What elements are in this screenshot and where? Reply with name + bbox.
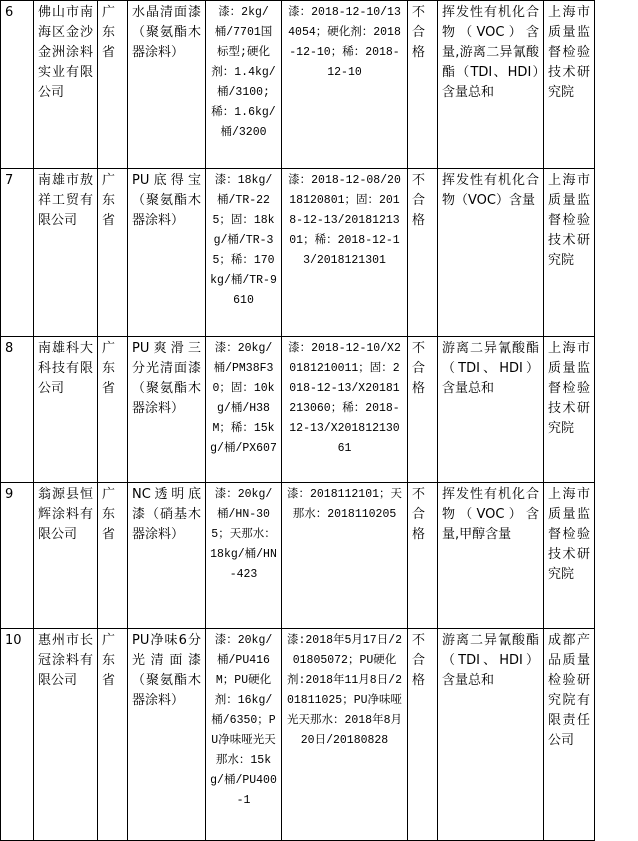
province: 广东省 [98,169,128,337]
inspection-agency: 成都产品质量检验研究院有限责任公司 [544,629,595,841]
table-row [1,629,595,841]
province: 广东省 [98,337,128,483]
table-row [1,169,595,337]
inspection-agency: 上海市质量监督检验技术研究院 [544,169,595,337]
product-name: NC透明底漆（硝基木器涂料） [128,483,206,629]
table-row [1,337,595,483]
result: 不合格 [408,629,438,841]
company-name: 翁源县恒辉涂料有限公司 [34,483,98,629]
row-number: 9 [1,483,34,629]
production-date-batch: 漆:2018年5月17日/201805072；PU硬化剂:2018年11月8日/201811025；PU净味哑光天那水：2018年8月20日/20180828 [282,629,408,841]
company-name: 南雄市敖祥工贸有限公司 [34,169,98,337]
result: 不合格 [408,1,438,169]
spec-model: 漆：18kg/桶/TR-225；固：18kg/桶/TR-35；稀：170kg/桶/TR-9610 [206,169,282,337]
inspection-agency: 上海市质量监督检验技术研究院 [544,1,595,169]
row-number: 6 [1,1,34,169]
product-name: PU底得宝（聚氨酯木器涂料） [128,169,206,337]
inspection-agency: 上海市质量监督检验技术研究院 [544,483,595,629]
spec-model: 漆：20kg/桶/HN-305；天那水：18kg/桶/HN-423 [206,483,282,629]
spec-model: 漆：20kg/桶/PU416M；PU硬化剂：16kg/桶/6350；PU净味哑光天那水：15kg/桶/PU400-1 [206,629,282,841]
production-date-batch: 漆：2018-12-10/134054；硬化剂：2018-12-10；稀：2018-12-10 [282,1,408,169]
table-row [1,483,595,629]
row-number: 10 [1,629,34,841]
province: 广东省 [98,1,128,169]
result: 不合格 [408,169,438,337]
spec-model: 漆：2kg/桶/7701国标型;硬化剂：1.4kg/桶/3100;稀：1.6kg/桶/3200 [206,1,282,169]
table-row [1,1,595,169]
failed-item: 游离二异氰酸酯（TDI、HDI）含量总和 [438,629,544,841]
result: 不合格 [408,337,438,483]
product-name: 水晶清面漆（聚氨酯木器涂料） [128,1,206,169]
production-date-batch: 漆：2018112101；天那水：2018110205 [282,483,408,629]
failed-item: 挥发性有机化合物（VOC）含量,甲醇含量 [438,483,544,629]
province: 广东省 [98,483,128,629]
product-name: PU爽滑三分光清面漆（聚氨酯木器涂料） [128,337,206,483]
province: 广东省 [98,629,128,841]
production-date-batch: 漆：2018-12-10/X20181210011；固：2018-12-13/X20181213060；稀：2018-12-13/X20181213061 [282,337,408,483]
failed-item: 游离二异氰酸酯（TDI、HDI）含量总和 [438,337,544,483]
company-name: 南雄科大科技有限公司 [34,337,98,483]
failed-item: 挥发性有机化合物（VOC）含量,游离二异氰酸酯（TDI、HDI）含量总和 [438,1,544,169]
row-number: 8 [1,337,34,483]
spec-model: 漆：20kg/桶/PM38F30；固：10kg/桶/H38M；稀：15kg/桶/PX607 [206,337,282,483]
product-name: PU净味6分光清面漆（聚氨酯木器涂料） [128,629,206,841]
failed-item: 挥发性有机化合物（VOC）含量 [438,169,544,337]
row-number: 7 [1,169,34,337]
production-date-batch: 漆：2018-12-08/2018120801；固：2018-12-13/2018121301；稀：2018-12-13/2018121301 [282,169,408,337]
company-name: 佛山市南海区金沙金洲涂料实业有限公司 [34,1,98,169]
result: 不合格 [408,483,438,629]
company-name: 惠州市长冠涂料有限公司 [34,629,98,841]
inspection-agency: 上海市质量监督检验技术研究院 [544,337,595,483]
